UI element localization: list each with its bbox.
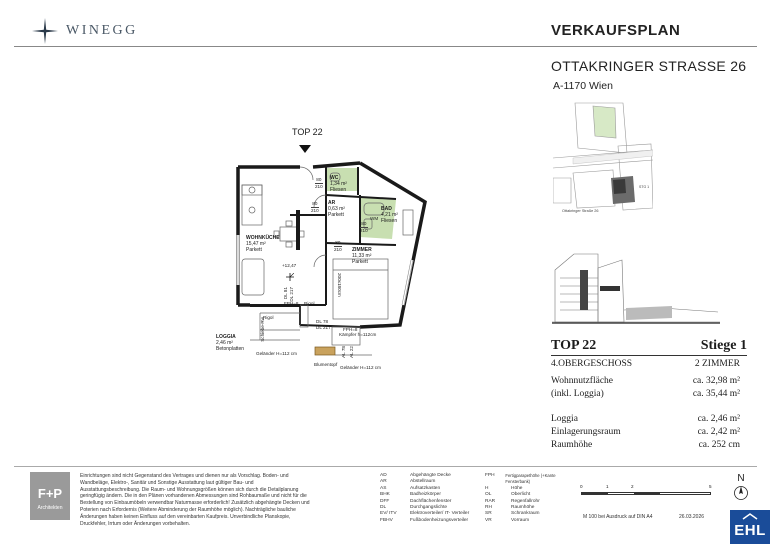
schiebe-label: Schiebe-Rw xyxy=(260,317,265,342)
floor-label: 4.OBERGESCHOSS xyxy=(551,359,633,369)
fph-label: FPH=8 xyxy=(343,327,358,332)
window-dl: DL 217 xyxy=(289,287,294,302)
north-arrow-icon xyxy=(733,485,749,501)
door-dim: 80 210 xyxy=(360,221,368,233)
scale-tick-label: 5 xyxy=(709,484,712,489)
wm-label: WM xyxy=(370,216,379,221)
room-area: 15,47 m² xyxy=(246,241,266,247)
room-area: 2,46 m² xyxy=(216,340,233,346)
architect-name: Architekten xyxy=(37,505,63,511)
summary-label: Loggia xyxy=(551,414,578,424)
scale-track xyxy=(581,492,711,495)
room-name: ZIMMER xyxy=(352,247,372,253)
level-marker-icon xyxy=(286,273,294,281)
summary-value: ca. 35,44 m² xyxy=(692,389,740,399)
room-wc xyxy=(330,175,347,193)
scale-bar xyxy=(578,484,718,508)
room-name: AR xyxy=(328,200,336,206)
room-area: 4,21 m² xyxy=(381,212,398,218)
north-arrow xyxy=(731,474,751,502)
scale-tick-label: 2 xyxy=(631,484,634,489)
unit-summary xyxy=(551,338,747,458)
footer-rule xyxy=(14,466,757,467)
map-stg-label: STG 1 xyxy=(639,185,650,189)
summary-label: Wohnnutzfläche xyxy=(551,376,614,386)
doc-title: VERKAUFSPLAN xyxy=(551,22,681,39)
architect-initials: F+P xyxy=(37,486,63,501)
summary-value: ca. 2,42 m² xyxy=(697,427,740,437)
rooms-count: 2 ZIMMER xyxy=(694,359,740,369)
level-mark: +12,47 xyxy=(282,263,297,268)
room-area: 0,63 m² xyxy=(328,206,345,212)
window-dl: DL 81 xyxy=(283,287,288,300)
room-bad xyxy=(381,206,398,224)
map-street-label: Ottakringer Straße 26 xyxy=(562,209,599,213)
stair-label: Stiege 1 xyxy=(700,338,747,353)
north-label: N xyxy=(737,473,745,484)
room-floor: Fliesen xyxy=(330,187,347,193)
room-name: LOGGIA xyxy=(216,334,236,340)
agent-logo xyxy=(730,510,770,544)
room-ar xyxy=(328,200,345,218)
scale-tick-label: 1 xyxy=(606,484,609,489)
fph-label: FPH=8 xyxy=(284,301,299,306)
legend-col-2: FPH Fertigparapethöhe (+Kante Fensterbank) H Höhe OL Oberlicht RAR Regenfallrohr RH Raumhöhe SR Schrankraum VR Vorraum xyxy=(485,473,556,523)
scale-tick-label: 0 xyxy=(580,484,583,489)
room-floor: Parkett xyxy=(246,247,262,253)
architect-logo xyxy=(30,472,70,520)
room-name: WOHNKÜCHE xyxy=(246,235,280,241)
unit-number: TOP 22 xyxy=(551,338,597,353)
window-dl: DL 78 DL 217 xyxy=(316,319,331,330)
building-section xyxy=(552,250,722,330)
summary-rule xyxy=(551,355,747,356)
compass-star-icon xyxy=(32,18,58,44)
scale-note: M 100 bei Ausdruck auf DIN A4 xyxy=(583,514,653,520)
room-area: 1,34 m² xyxy=(330,181,347,187)
site-map xyxy=(553,98,653,233)
al-label: AL 78 xyxy=(341,346,346,358)
room-loggia xyxy=(216,334,244,352)
brand-logo xyxy=(32,18,162,46)
plan-date: 26.03.2026 xyxy=(679,514,705,520)
room-name: BAD xyxy=(381,206,392,212)
brand-name: WINEGG xyxy=(66,23,138,38)
rigol-label: Rigol xyxy=(304,301,315,306)
railing-label: Geländer H=112 cm xyxy=(256,351,297,356)
summary-value: ca. 252 cm xyxy=(698,440,740,450)
door-dim: 80 210 xyxy=(334,240,342,252)
kaempfer-label: Kämpfer h=112cm xyxy=(339,332,377,337)
header-rule xyxy=(14,46,757,47)
door-dim: 80 210 xyxy=(315,177,323,189)
entrance-arrow-icon xyxy=(299,145,311,153)
bed-size: 200x180cm xyxy=(337,273,342,297)
planter-label: Blumentopf xyxy=(314,362,338,367)
summary-label: Einlagerungsraum xyxy=(551,427,621,437)
floor-plan xyxy=(200,155,450,375)
rigol-label: Rigol xyxy=(263,315,274,320)
room-wohnkueche xyxy=(246,235,280,253)
room-floor: Fliesen xyxy=(381,218,398,224)
summary-label: (inkl. Loggia) xyxy=(551,389,604,399)
disclaimer: Einrichtungen sind nicht Gegenstand des Vertrages und dienen nur als Vorschlag. Boden- und Wandbeläge, Elektro-, Sanitär und Sonstige Ausstattung laut gültiger Bau- und Ausstattungsbeschreibung. Die Raum- und Wohnungsgrößen können sich durch die Detailplanung geringfügig ändern. Die in den Plänen vorhandenen Abmessungen sind Rohbaumaße und nicht für die Bestellung von Einbaumöbeln verwendbar Naturmasse erforderlich! Zusätzlich abgehängte Decken und Poterien nach Erfordernis (Weitere Abminderung der Raumhöhe möglich). Nachträgliche bauliche Änderungen haben keinen Einfluss auf den vereinbarten Kaufpreis. Unverbindliche Planskopie, Druckfehler, Irrtum oder Änderungen vorbehalten. xyxy=(80,473,310,527)
summary-label: Raumhöhe xyxy=(551,440,593,450)
top-label: TOP 22 xyxy=(292,127,323,137)
railing-label: Geländer H=112 cm xyxy=(340,365,381,370)
chevron-up-icon xyxy=(730,512,770,520)
summary-value: ca. 2,46 m² xyxy=(697,414,740,424)
door-dim: 80 210 xyxy=(311,201,319,213)
al-label: AL 22 xyxy=(349,346,354,358)
address-street: OTTAKRINGER STRASSE 26 xyxy=(551,58,747,74)
agent-name: EHL xyxy=(734,522,766,539)
summary-value: ca. 32,98 m² xyxy=(692,376,740,386)
legend-col-1: AD Abgehängte Decke AR Abstellraum AS Aufsatzkasten BHK Badheizkörper DFF Dachflächenfenster DL Durchgangslichte EV/ ITV Elektroverteiler/ IT- Verteiler FBHV Fußbodenheizungsverteiler xyxy=(380,473,470,523)
address-city: A-1170 Wien xyxy=(553,80,613,92)
room-floor: Parkett xyxy=(352,259,368,265)
room-floor: Betonplatten xyxy=(216,346,245,352)
room-area: 11,33 m² xyxy=(352,253,372,259)
room-name: WC xyxy=(330,175,339,181)
room-floor: Parkett xyxy=(328,212,344,218)
room-zimmer xyxy=(352,247,372,265)
